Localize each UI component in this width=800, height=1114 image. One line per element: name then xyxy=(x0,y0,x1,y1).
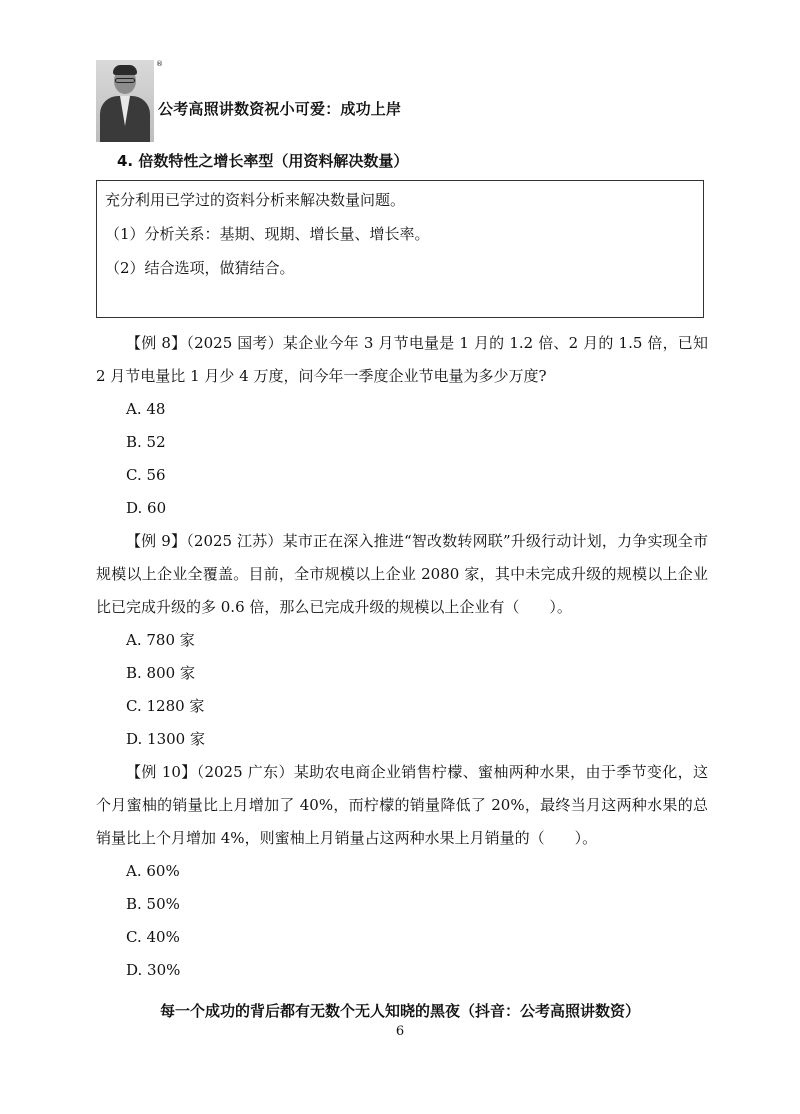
tip-line: （2）结合选项，做猜结合。 xyxy=(105,259,295,277)
question-stem: 【例 9】（2025 江苏）某市正在深入推进“智改数转网联”升级行动计划，力争实现全市规模以上企业全覆盖。目前，全市规模以上企业 2080 家，其中未完成升级的规模以上企业比已完成升级的多 0.6 倍，那么已完成升级的规模以上企业有（ ）。 xyxy=(96,532,708,616)
tip-line: 充分利用已学过的资料分析来解决数量问题。 xyxy=(105,191,406,209)
footer-slogan: 每一个成功的背后都有无数个无人知晓的黑夜（抖音：公考高照讲数资） xyxy=(159,1002,640,1020)
answer-option: D. 30% xyxy=(126,961,181,979)
answer-option: D. 1300 家 xyxy=(126,730,205,748)
tip-box xyxy=(96,180,704,318)
answer-option: D. 60 xyxy=(126,499,167,517)
author-photo xyxy=(96,60,154,142)
answer-option: A. 48 xyxy=(126,400,166,418)
answer-option: B. 50% xyxy=(126,895,180,913)
answer-option: C. 40% xyxy=(126,928,180,946)
header-title: 公考高照讲数资祝小可爱：成功上岸 xyxy=(158,100,402,118)
question-example-8 xyxy=(96,327,708,525)
tip-line: （1）分析关系：基期、现期、增长量、增长率。 xyxy=(105,225,430,243)
question-stem: 【例 8】（2025 国考）某企业今年 3 月节电量是 1 月的 1.2 倍、2 月的 1.5 倍，已知 2 月节电量比 1 月少 4 万度，问今年一季度企业节电量为多少万度? xyxy=(96,334,708,385)
answer-option: B. 52 xyxy=(126,433,166,451)
answer-option: C. 1280 家 xyxy=(126,697,205,715)
question-stem: 【例 10】（2025 广东）某助农电商企业销售柠檬、蜜柚两种水果，由于季节变化，这个月蜜柚的销量比上月增加了 40%，而柠檬的销量降低了 20%，最终当月这两种水果的总销量比上个月增加 4%，则蜜柚上月销量占这两种水果上月销量的（ ）。 xyxy=(96,763,708,847)
answer-option: C. 56 xyxy=(126,466,166,484)
page-number: 6 xyxy=(395,1024,405,1039)
page-header xyxy=(96,60,696,144)
registered-mark: ® xyxy=(156,60,163,68)
section-title: 4. 倍数特性之增长率型（用资料解决数量） xyxy=(117,152,409,170)
answer-option: A. 60% xyxy=(126,862,180,880)
question-example-9 xyxy=(96,525,708,756)
answer-option: B. 800 家 xyxy=(126,664,195,682)
question-example-10 xyxy=(96,756,708,987)
answer-option: A. 780 家 xyxy=(126,631,195,649)
